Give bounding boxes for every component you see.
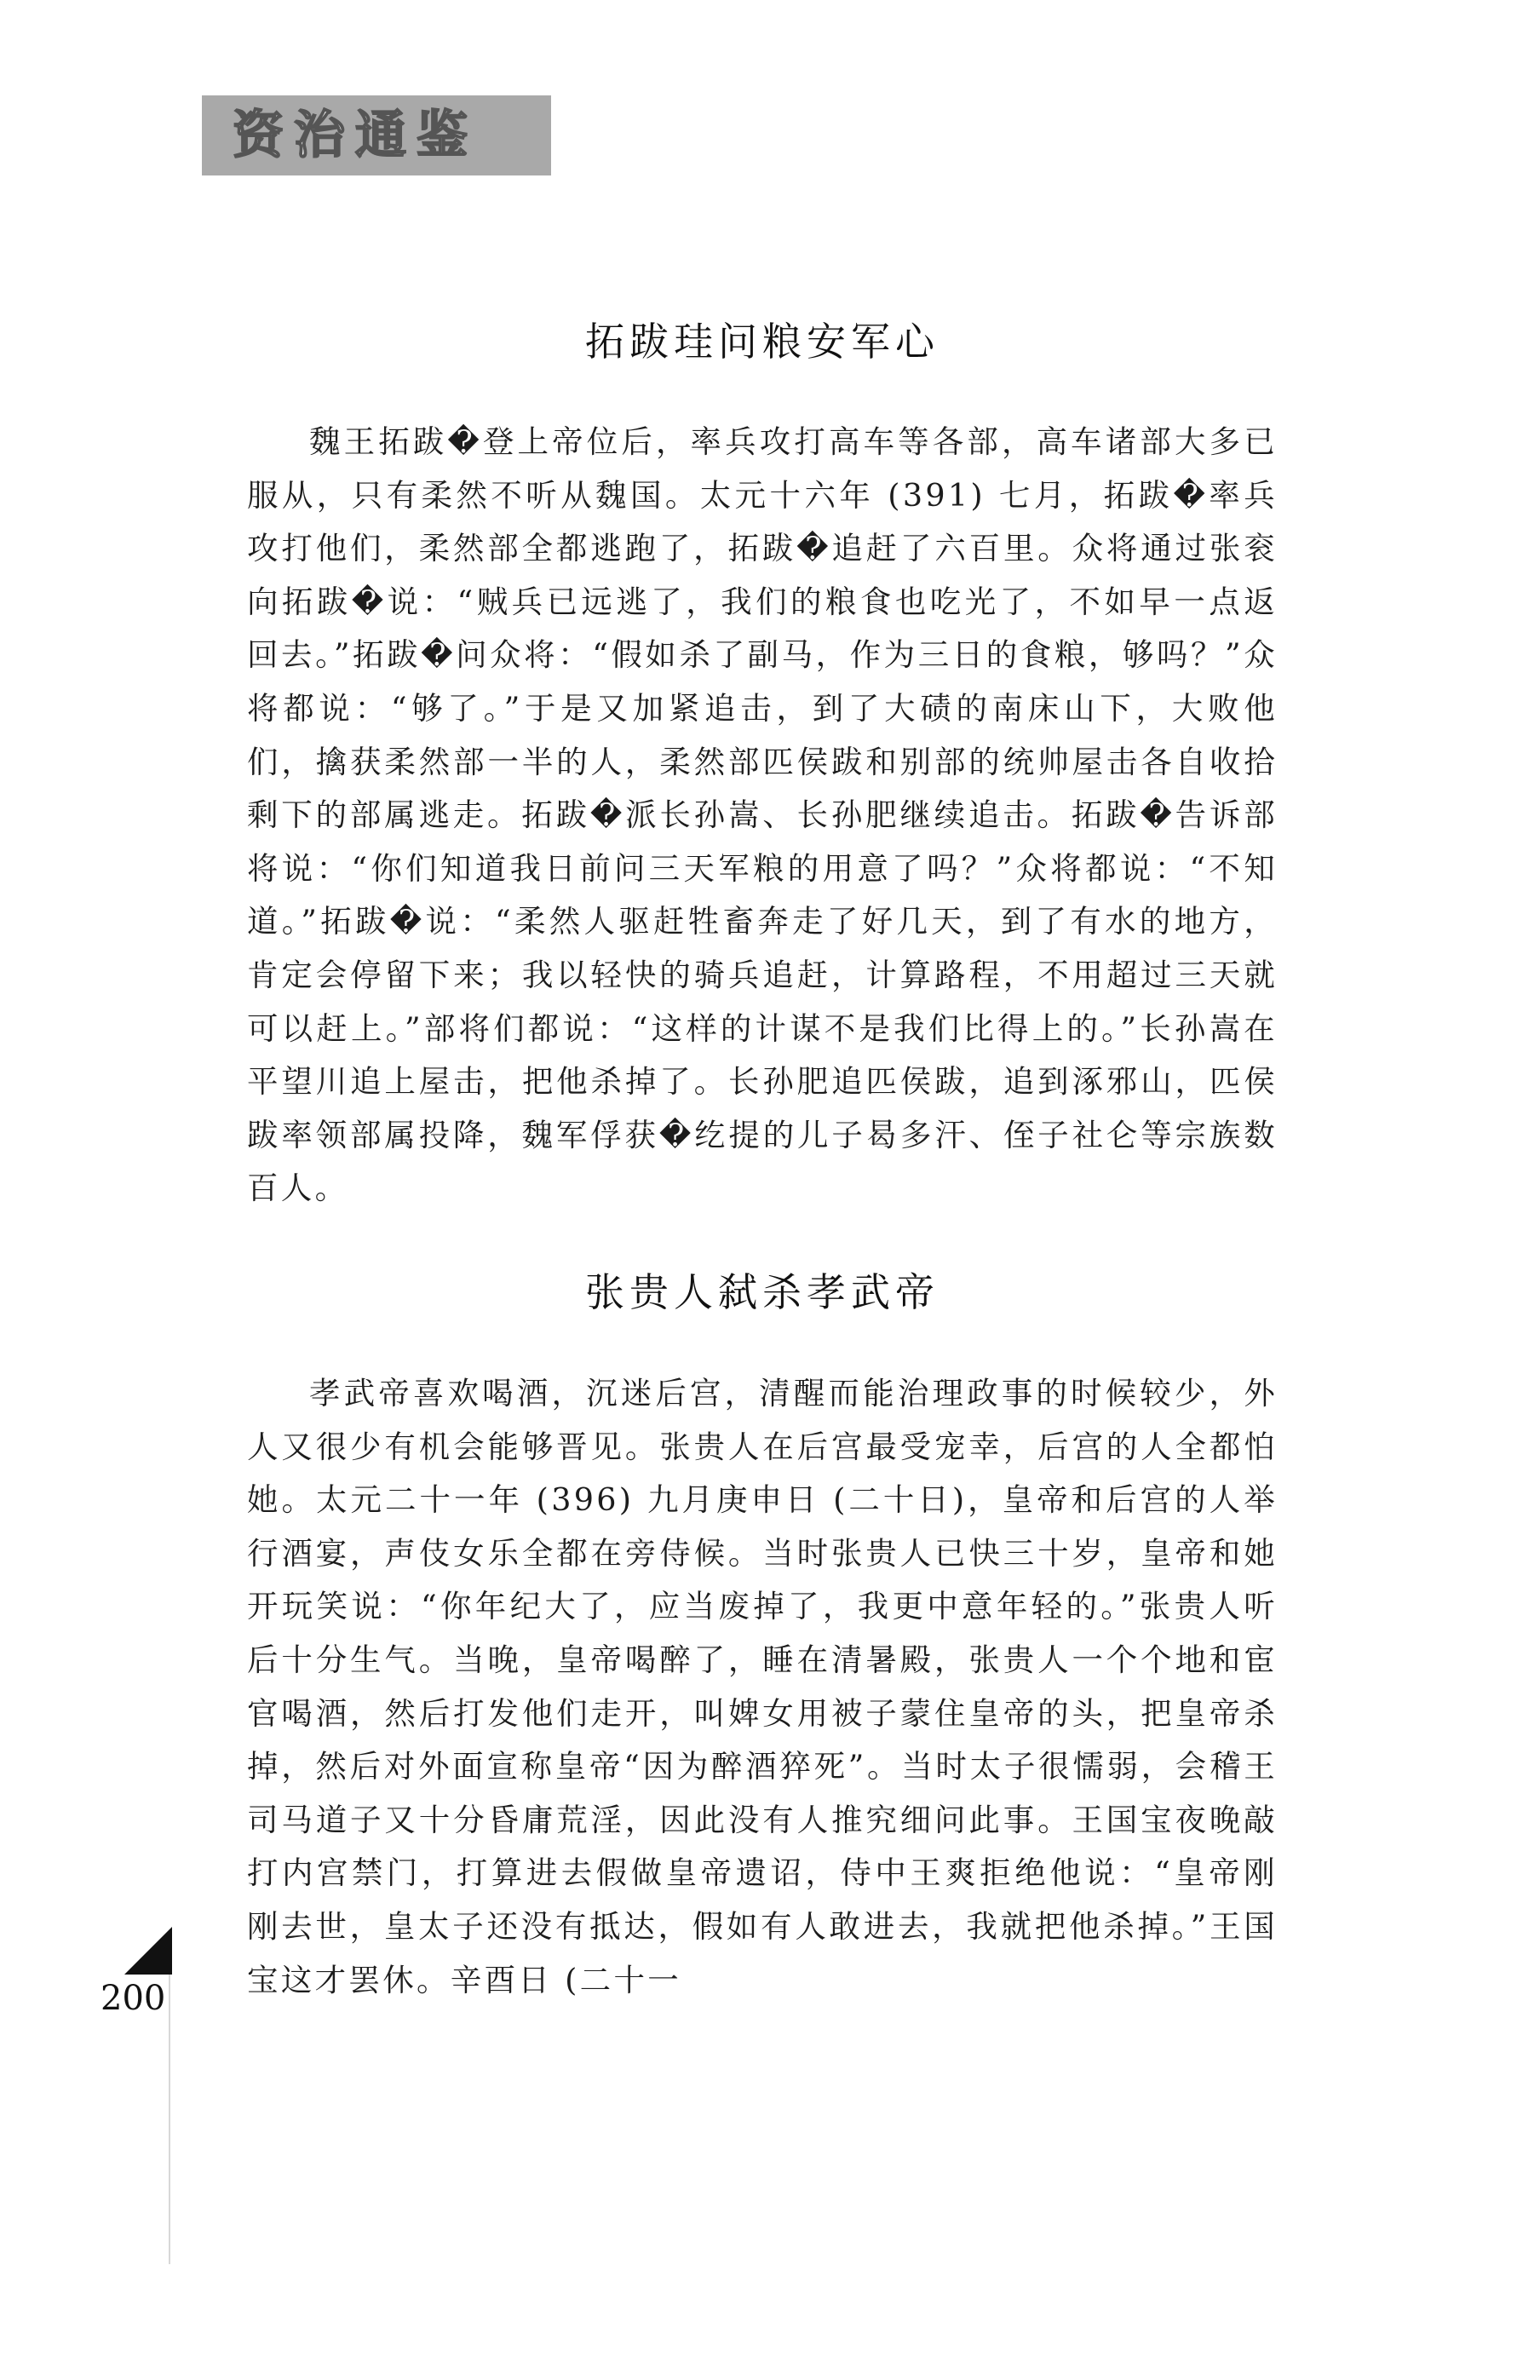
section-title-2: 张贵人弑杀孝武帝 (585, 1269, 940, 1315)
margin-divider (169, 1975, 170, 2264)
series-title: 资治通鉴 (233, 106, 478, 165)
series-title-banner (202, 95, 551, 175)
page-corner-triangle-icon (124, 1927, 172, 1975)
section-2-paragraph: 孝武帝喜欢喝酒，沉迷后宫，清醒而能治理政事的时候较少，外人又很少有机会能够晋见。张贵人在后宫最受宠幸，后宫的人全都怕她。太元二十一年 (396) 九月庚申日 (二十日)，皇帝和后宫的人举行酒宴，声伎女乐全都在旁侍候。当时张贵人已快三十岁，皇帝和她开玩笑说：“你年纪大了，应当废掉了，我更中意年轻的。”张贵人听后十分生气。当晚，皇帝喝醉了，睡在清暑殿，张贵人一个个地和宦官喝酒，然后打发他们走开，叫婢女用被子蒙住皇帝的头，把皇帝杀掉，然后对外面宣称皇帝“因为醉酒猝死”。当时太子很懦弱，会稽王司马道子又十分昏庸荒淫，因此没有人推究细问此事。王国宝夜晚敲打内宫禁门，打算进去假做皇帝遗诏，侍中王爽拒绝他说：“皇帝刚刚去世，皇太子还没有抵达，假如有人敢进去，我就把他杀掉。”王国宝这才罢休。辛酉日 (二十一 (247, 1375, 1278, 1998)
section-1-paragraph: 魏王拓跋�登上帝位后，率兵攻打高车等各部，高车诸部大多已服从，只有柔然不听从魏国。太元十六年 (391) 七月，拓跋�率兵攻打他们，柔然部全都逃跑了，拓跋�追赶了六百里。众将通过张衮向拓跋�说：“贼兵已远逃了，我们的粮食也吃光了，不如早一点返回去。”拓跋�问众将：“假如杀了副马，作为三日的食粮，够吗？”众将都说：“够了。”于是又加紧追击，到了大碛的南床山下，大败他们，擒获柔然部一半的人，柔然部匹侯跋和别部的统帅屋击各自收拾剩下的部属逃走。拓跋�派长孙嵩、长孙肥继续追击。拓跋�告诉部将说：“你们知道我日前问三天军粮的用意了吗？”众将都说：“不知道。”拓跋�说：“柔然人驱赶牲畜奔走了好几天，到了有水的地方，肯定会停留下来；我以轻快的骑兵追赶，计算路程，不用超过三天就可以赶上。”部将们都说：“这样的计谋不是我们比得上的。”长孙嵩在平望川追上屋击，把他杀掉了。长孙肥追匹侯跋，追到涿邪山，匹侯跋率领部属投降，魏军俘获�纥提的儿子曷多汗、侄子社仑等宗族数百人。 (247, 423, 1278, 1207)
section-title-1: 拓跋珪问粮安军心 (585, 319, 940, 365)
page-number: 200 (101, 1979, 166, 2018)
